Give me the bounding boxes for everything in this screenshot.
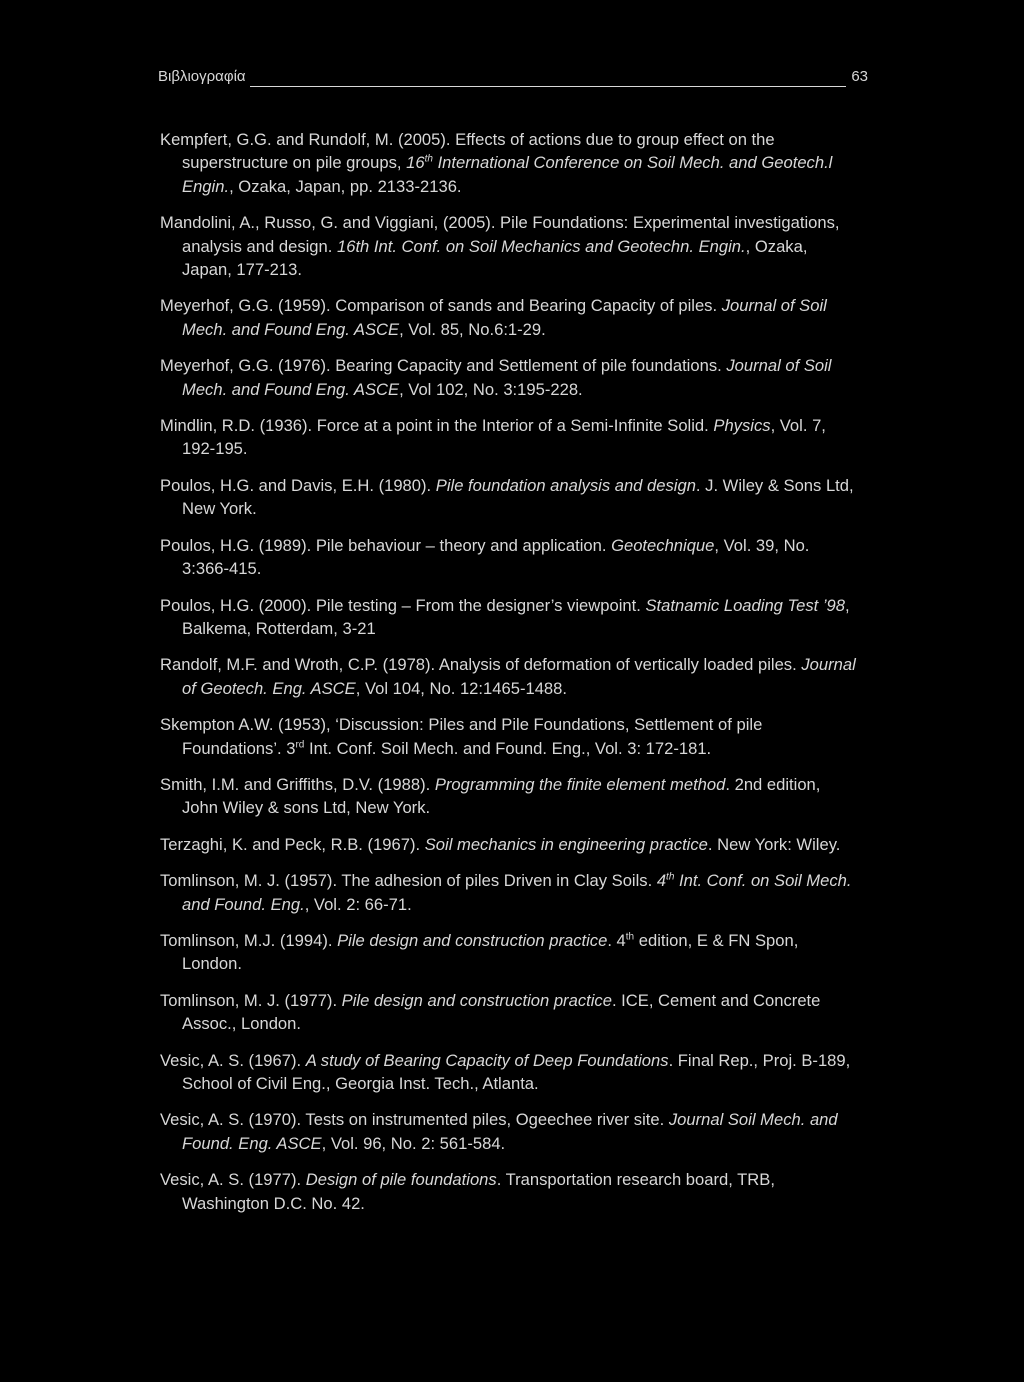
reference-text: . Transportation research board, TRB, Washington D.C. No. 42. <box>182 1170 775 1213</box>
reference-text: , Vol. 2: 66-71. <box>304 894 412 914</box>
reference-text: . J. Wiley & Sons Ltd, New York. <box>182 475 854 519</box>
reference-superscript: th <box>424 153 433 165</box>
reference-text: Poulos, H.G. (1989). Pile behaviour – theory and application. <box>160 535 612 555</box>
reference-text: Vesic, A. S. (1967). <box>160 1050 306 1070</box>
reference-entry <box>160 1108 860 1155</box>
reference-italic-text: 4 <box>656 871 667 891</box>
reference-text: Tomlinson, M. J. (1957). The adhesion of piles Driven in Clay Soils. <box>160 871 657 891</box>
reference-entry <box>160 773 860 820</box>
reference-entry <box>160 294 860 341</box>
reference-text: , Ozaka, Japan, 177-213. <box>182 236 808 280</box>
reference-entry <box>160 653 860 700</box>
running-head <box>158 68 868 90</box>
reference-italic-text: Journal of Soil Mech. and Found Eng. ASCE <box>182 356 832 399</box>
reference-italic-text: 16 <box>406 153 425 173</box>
reference-superscript: th <box>666 871 675 883</box>
reference-list <box>160 128 860 1228</box>
reference-text: , Vol. 85, No.6:1-29. <box>399 319 546 339</box>
reference-text: , Vol. 96, No. 2: 561-584. <box>321 1133 506 1153</box>
reference-text: , Vol. 7, 192-195. <box>182 416 826 459</box>
reference-text: Poulos, H.G. (2000). Pile testing – From the designer’s viewpoint. <box>160 595 646 615</box>
reference-superscript: th <box>625 931 635 943</box>
reference-entry <box>160 929 860 976</box>
reference-text: Int. Conf. Soil Mech. and Found. Eng., Vol. 3: 172-181. <box>304 738 712 758</box>
reference-text: , Ozaka, Japan, pp. 2133-2136. <box>229 176 462 196</box>
reference-text: Poulos, H.G. and Davis, E.H. (1980). <box>160 475 436 495</box>
reference-text: Mandolini, A., Russo, G. and Viggiani, (2005). Pile Foundations: Experimental investigations, analysis and design. <box>160 213 840 256</box>
reference-italic-text: Int. Conf. on Soil Mech. and Found. Eng. <box>182 871 852 914</box>
reference-text: Kempfert, G.G. and Rundolf, M. (2005). Effects of actions due to group effect on the superstructure on pile groups, <box>160 130 775 173</box>
reference-text: Smith, I.M. and Griffiths, D.V. (1988). <box>160 774 435 794</box>
reference-text: Skempton A.W. (1953), ‘Discussion: Piles and Pile Foundations, Settlement of pile Foundations’. 3 <box>160 715 763 758</box>
header-rule <box>250 86 846 87</box>
reference-entry <box>160 1049 860 1096</box>
reference-entry <box>160 594 860 641</box>
reference-text: , Balkema, Rotterdam, 3-21 <box>182 595 850 638</box>
reference-text: , Vol 102, No. 3:195-228. <box>399 379 583 399</box>
reference-entry <box>160 128 860 198</box>
reference-superscript: rd <box>295 739 305 750</box>
reference-text: . New York: Wiley. <box>707 834 841 854</box>
reference-entry <box>160 211 860 281</box>
reference-text: edition, E & FN Spon, London. <box>182 930 799 974</box>
reference-text: Randolf, M.F. and Wroth, C.P. (1978). Analysis of deformation of vertically loaded piles. <box>160 655 802 675</box>
reference-italic-text: Journal of Geotech. Eng. ASCE <box>182 655 856 698</box>
reference-italic-text: Pile design and construction practice <box>341 990 612 1010</box>
reference-italic-text: Journal of Soil Mech. and Found Eng. ASCE <box>182 296 827 339</box>
reference-text: Meyerhof, G.G. (1959). Comparison of sands and Bearing Capacity of piles. <box>160 296 722 316</box>
reference-italic-text: A study of Bearing Capacity of Deep Foundations <box>305 1050 669 1070</box>
reference-entry <box>160 989 860 1036</box>
reference-text: Vesic, A. S. (1970). Tests on instrumented piles, Ogeechee river site. <box>160 1110 669 1130</box>
reference-italic-text: Pile foundation analysis and design <box>435 475 696 495</box>
running-head-title: Βιβλιογραφία <box>158 68 246 85</box>
reference-text: Tomlinson, M.J. (1994). <box>160 930 338 950</box>
reference-entry <box>160 534 860 581</box>
reference-entry <box>160 414 860 461</box>
reference-italic-text: Pile design and construction practice <box>337 930 608 950</box>
reference-text: Tomlinson, M. J. (1977). <box>160 990 342 1010</box>
reference-text: . 4 <box>607 930 626 950</box>
reference-text: , Vol 104, No. 12:1465-1488. <box>355 678 567 698</box>
reference-italic-text: 16th Int. Conf. on Soil Mechanics and Geotechn. Engin. <box>336 236 746 256</box>
reference-text: . Final Rep., Proj. B-189, School of Civil Eng., Georgia Inst. Tech., Atlanta. <box>182 1050 851 1093</box>
reference-text: Terzaghi, K. and Peck, R.B. (1967). <box>160 834 425 854</box>
reference-entry <box>160 354 860 401</box>
reference-italic-text: Physics <box>713 416 771 436</box>
reference-text: Mindlin, R.D. (1936). Force at a point in the Interior of a Semi-Infinite Solid. <box>160 416 714 436</box>
reference-text: . 2nd edition, John Wiley & sons Ltd, New York. <box>182 774 821 818</box>
reference-entry <box>160 833 860 856</box>
reference-italic-text: Geotechnique <box>611 535 715 555</box>
reference-italic-text: International Conference on Soil Mech. and Geotech.l Engin. <box>182 153 833 196</box>
page-number: 63 <box>851 68 868 85</box>
reference-italic-text: Soil mechanics in engineering practice <box>424 834 708 854</box>
reference-text: . ICE, Cement and Concrete Assoc., London. <box>182 990 821 1034</box>
reference-entry <box>160 474 860 521</box>
reference-italic-text: Design of pile foundations <box>305 1170 497 1190</box>
reference-text: Meyerhof, G.G. (1976). Bearing Capacity and Settlement of pile foundations. <box>160 356 727 376</box>
reference-text: Vesic, A. S. (1977). <box>160 1170 306 1190</box>
reference-text: , Vol. 39, No. 3:366-415. <box>182 535 810 579</box>
reference-entry <box>160 1168 860 1215</box>
reference-italic-text: Programming the finite element method <box>434 774 726 794</box>
reference-entry <box>160 869 860 916</box>
reference-italic-text: Journal Soil Mech. and Found. Eng. ASCE <box>182 1110 838 1153</box>
reference-italic-text: Statnamic Loading Test ’98 <box>645 595 846 615</box>
reference-entry <box>160 713 860 760</box>
